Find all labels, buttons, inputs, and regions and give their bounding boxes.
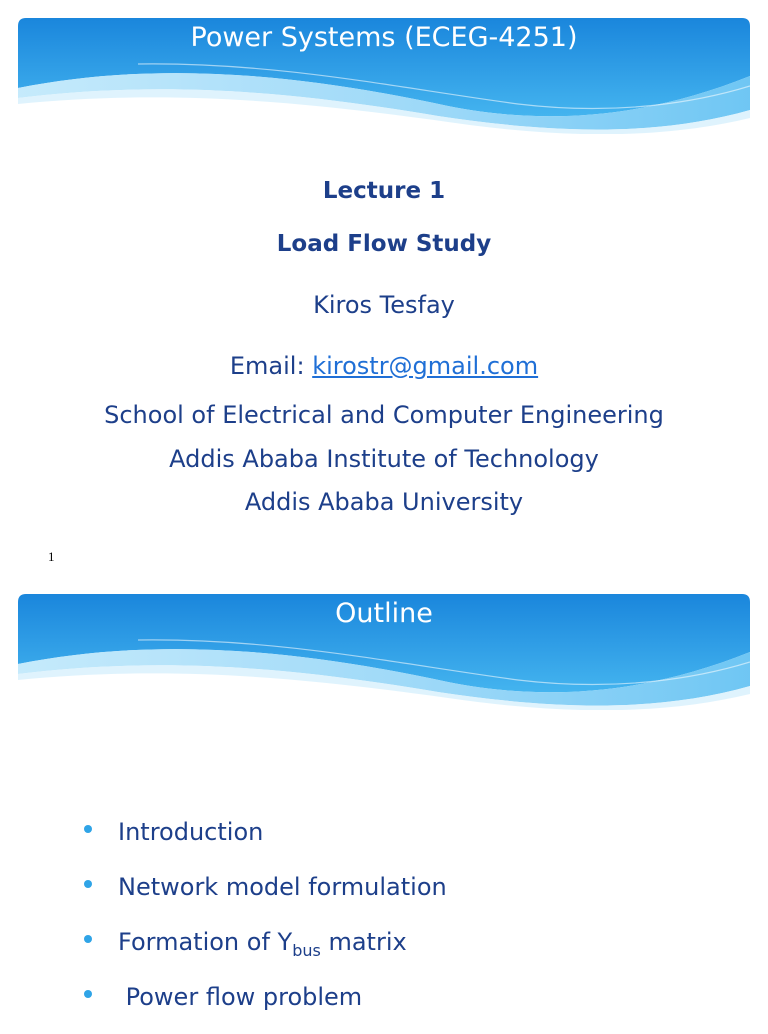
slide2-header-title: Outline [335, 598, 433, 629]
slide1-header-banner [18, 18, 750, 134]
email-label: Email: [229, 352, 313, 380]
bullet-dot-icon [84, 880, 92, 888]
list-item [84, 869, 724, 924]
email-link[interactable]: kirostr@gmail.com [312, 352, 539, 380]
outline-item-ybus [118, 924, 407, 969]
affiliation-university: Addis Ababa University [244, 488, 524, 516]
slide1-header-title: Power Systems (ECEG-4251) [190, 22, 578, 53]
author-name: Kiros Tesfay [313, 291, 455, 319]
ybus-text-post: matrix [320, 928, 407, 956]
ybus-text-pre: Formation of Y [118, 928, 293, 956]
bullet-dot-icon [84, 990, 92, 998]
outline-item-network-model: Network model formulation [118, 873, 447, 901]
bullet-dot-icon [84, 935, 92, 943]
list-item [84, 814, 724, 869]
page-number: 1 [48, 549, 55, 564]
outline-item-introduction: Introduction [118, 818, 264, 846]
list-item [84, 979, 724, 1034]
outline-item-power-flow: Power flow problem [118, 983, 363, 1011]
lecture-number: Lecture 1 [322, 178, 446, 204]
email-line [0, 352, 768, 380]
affiliation-school: School of Electrical and Computer Engineering [104, 401, 664, 429]
bullet-dot-icon [84, 825, 92, 833]
slide2-header-banner [18, 594, 750, 710]
list-item [84, 924, 724, 979]
outline-list [84, 814, 724, 1034]
ybus-subscript: bus [292, 941, 321, 960]
lecture-topic: Load Flow Study [276, 231, 492, 257]
affiliation-institute: Addis Ababa Institute of Technology [169, 445, 599, 473]
